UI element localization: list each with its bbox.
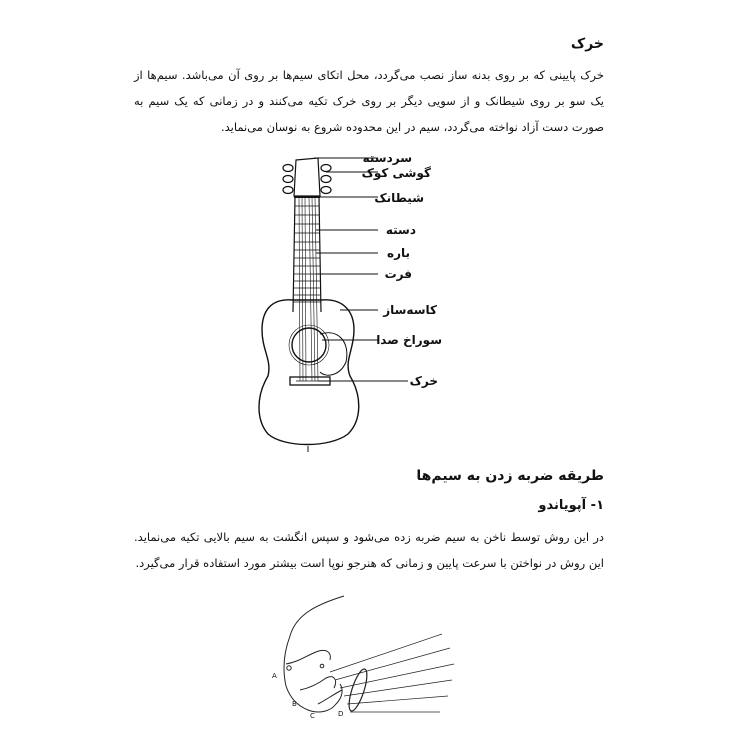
- section-title-bridge: خرک: [570, 36, 604, 52]
- guitar-labels: [362, 151, 442, 388]
- letter-a: A: [272, 672, 277, 680]
- label-fret: فرت: [384, 267, 412, 281]
- label-bridge: خرک: [409, 374, 438, 388]
- hand-strum-illustration: [284, 596, 454, 713]
- guitar-headstock: [294, 158, 320, 196]
- label-nut: شیطانک: [374, 191, 424, 205]
- guitar-soundhole: [292, 328, 326, 362]
- label-fretboard: باره: [386, 246, 410, 260]
- paragraph-bridge-description: خرک پایینی که بر روی بدنه ساز نصب می‌گردد، محل اتکای سیم‌ها بر روی آن می‌باشد. سیم‌ها از یک سو بر روی شیطانک و از سویی دیگر بر روی خرک تکیه می‌کنند و در زمانی که یک سیم به صورت دست آزاد نواخته می‌گردد، سیم در این محدوده شروع به نوسان می‌نماید.: [134, 68, 604, 134]
- subsection-title-apoyando: ۱- آپویاندو: [538, 498, 604, 513]
- letter-c: C: [310, 712, 315, 720]
- guitar-body: [259, 300, 359, 445]
- hand-outline: [284, 596, 344, 712]
- label-tuners: گوشی کوک: [361, 166, 431, 180]
- letter-d: D: [338, 710, 344, 718]
- letter-b: B: [292, 700, 297, 708]
- label-soundhole: سوراخ صدا: [376, 333, 442, 347]
- strum-strings: [330, 634, 454, 712]
- fingernail: [345, 667, 370, 713]
- paragraph-apoyando-description: در این روش توسط ناخن به سیم ضربه زده می‌شود و سپس انگشت به سیم بالایی تکیه می‌نماید. این روش در نواختن با سرعت پایین و زمانی که هنرجو نوپا است بیشتر مورد استفاده قرار می‌گیرد.: [134, 530, 604, 570]
- label-headstock: سردسته: [362, 151, 412, 165]
- guitar-tuners: [283, 165, 331, 194]
- guitar-frets: [293, 206, 321, 302]
- label-body: کاسه‌ساز: [383, 303, 437, 317]
- hand-letter-labels: [272, 672, 343, 720]
- label-neck: دسته: [385, 223, 416, 237]
- section-title-plucking-method: طریقه ضربه زدن به سیم‌ها: [416, 468, 604, 484]
- guitar-strings: [299, 197, 318, 381]
- guitar-diagram: [259, 158, 359, 452]
